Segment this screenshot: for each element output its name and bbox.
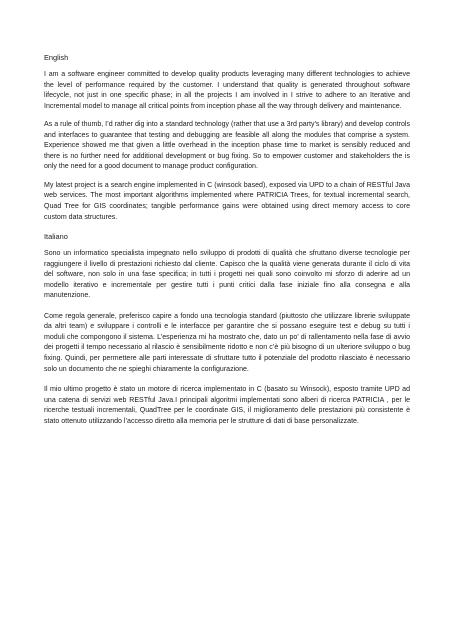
italiano-paragraph-2: Come regola generale, preferisco capire a fondo una tecnologia standard (piuttosto che utilizzare librerie sviluppate da altri team) e sviluppare i controlli e le interfacce per garantire che si possano eseguire test e debug su tutti i moduli che compongono il sistema. L’esperienza mi ha mostrato che, dato un po’ di rallentamento nella fase di avvio dei progetti il tempo necessario al rilascio è sensibilmente ridotto e non c’è più bisogno di un ulteriore sviluppo o bug fixing. Quindi, per permettere alle parti interessate di sfruttare tutto il potenziale del prodotto rilasciato è necessario solo un documento che ne spieghi chiaramente la configurazione. bbox=[44, 312, 410, 373]
heading-english: English bbox=[44, 53, 69, 62]
english-paragraph-3: My latest project is a search engine implemented in C (winsock based), exposed via UPD to a chain of RESTful Java web services. The most important algorithms implemented where PATRICIA Trees, for textual incremental search, Quad Tree for GIS coordinates; tangible performance gains were obtained using direct memory access to core custom data structures. bbox=[44, 181, 410, 221]
heading-italiano: Italiano bbox=[44, 232, 68, 242]
english-paragraph-1: I am a software engineer committed to develop quality products leveraging many different technologies to achieve the level of performance required by the customer. I understand that quality is generated throughout software lifecycle, not just in one specific phase; in all the projects I am involved in I strive to adhere to an Iterative and Incremental model to manage all critical points from inception phase all the way through delivery and maintenance. bbox=[44, 71, 410, 110]
document-body bbox=[44, 52, 410, 435]
english-paragraph-2: As a rule of thumb, I’d rather dig into a standard technology (rather that use a 3rd party’s library) and develop controls and interfaces to guarantee that testing and debugging are feasible all along the modules that comprise a system. Experience showed me that given a little overhead in the inception phase time to market is sensibly reduced and there is no further need for additional development or bug fixing. So to empower customer and stakeholders the is only the need for a good document to manage product configuration. bbox=[44, 121, 410, 171]
italiano-paragraph-3: Il mio ultimo progetto è stato un motore di ricerca implementato in C (basato su Winsock), esposto tramite UPD ad una catena di servizi web RESTful Java.I principali algoritmi implementati sono alberi di ricerca PATRICIA , per le ricerche testuali incrementali, QuadTree per le coordinate GIS, il miglioramento delle prestazioni più consistente è stato ottenuto utilizzando l’accesso diretto alla memoria per le strutture di dati di base personalizzate. bbox=[44, 386, 410, 425]
italiano-paragraph-1: Sono un informatico specialista impegnato nello sviluppo di prodotti di qualità che sfruttano diverse tecnologie per raggiungere il livello di prestazioni richiesto dal cliente. Capisco che la qualità viene generata durante il ciclo di vita del software, non solo in una fase specifica; in tutti i progetti nei quali sono coinvolto mi sforzo di aderire ad un modello iterativo e incrementale per gestire tutti i punti critici dalla fase iniziale fino alla consegna e alla manutenzione. bbox=[44, 250, 410, 300]
